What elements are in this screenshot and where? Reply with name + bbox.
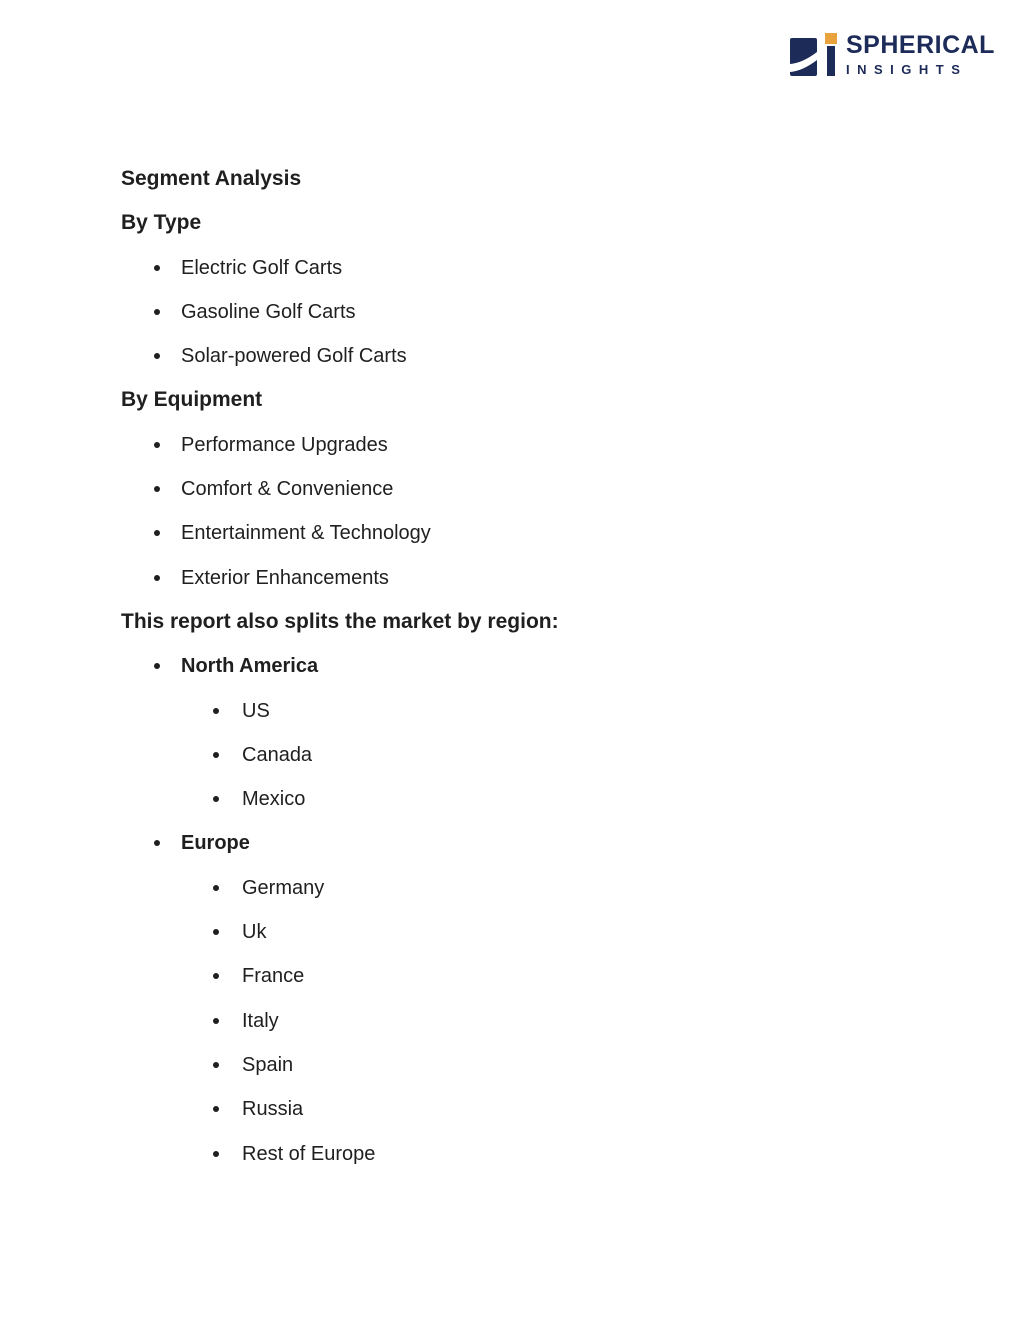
logo-brand-name: SPHERICAL: [846, 31, 995, 59]
bullet-dot: [154, 442, 160, 448]
bullet-text: Germany: [242, 876, 325, 899]
bullet-item: [121, 1008, 941, 1034]
bullet-dot: [213, 929, 219, 935]
section-heading: [121, 210, 941, 236]
bullet-dot: [213, 973, 219, 979]
bullet-text: North America: [181, 655, 319, 678]
bullet-text: Italy: [242, 1009, 279, 1032]
bullet-dot: [213, 752, 219, 758]
bullet-item: [121, 919, 941, 945]
bullet-item: [121, 1141, 941, 1167]
bullet-text: Solar-powered Golf Carts: [181, 345, 407, 368]
bullet-item: [121, 1052, 941, 1078]
bullet-text: Rest of Europe: [242, 1142, 376, 1165]
bullet-text: Europe: [181, 832, 250, 855]
bullet-dot: [154, 265, 160, 271]
bullet-item: [121, 520, 941, 546]
bullet-item: [121, 830, 941, 856]
section-heading: [121, 387, 941, 413]
bullet-text: Comfort & Convenience: [181, 478, 394, 501]
heading-text: By Type: [121, 211, 202, 235]
bullet-text: US: [242, 699, 270, 722]
bullet-item: [121, 786, 941, 812]
bullet-item: [121, 698, 941, 724]
bullet-text: Performance Upgrades: [181, 433, 388, 456]
bullet-item: [121, 343, 941, 369]
logo-text: [846, 33, 995, 76]
bullet-text: Spain: [242, 1053, 294, 1076]
bullet-text: Exterior Enhancements: [181, 566, 389, 589]
bullet-dot: [213, 885, 219, 891]
bullet-item: [121, 742, 941, 768]
bullet-item: [121, 299, 941, 325]
bullet-item: [121, 565, 941, 591]
bullet-dot: [213, 1106, 219, 1112]
bullet-dot: [154, 663, 160, 669]
bullet-dot: [213, 708, 219, 714]
bullet-item: [121, 963, 941, 989]
spherical-insights-logo: [790, 33, 995, 76]
heading-text: Segment Analysis: [121, 167, 302, 190]
heading-text: This report also splits the market by region:: [121, 609, 559, 633]
bullet-text: Gasoline Golf Carts: [181, 300, 356, 323]
bullet-item: [121, 255, 941, 281]
bullet-text: Russia: [242, 1098, 304, 1121]
bullet-text: Entertainment & Technology: [181, 522, 431, 545]
section-heading: [121, 609, 941, 635]
document-body: [121, 166, 941, 1185]
bullet-dot: [154, 575, 160, 581]
bullet-dot: [213, 1018, 219, 1024]
bullet-dot: [213, 796, 219, 802]
bullet-dot: [213, 1151, 219, 1157]
bullet-item: [121, 476, 941, 502]
bullet-dot: [213, 1062, 219, 1068]
bullet-dot: [154, 840, 160, 846]
bullet-item: [121, 653, 941, 679]
bullet-text: Uk: [242, 921, 267, 944]
logo-brand-subtitle: INSIGHTS: [846, 62, 968, 77]
bullet-text: France: [242, 965, 305, 988]
bullet-text: Mexico: [242, 788, 306, 811]
bullet-text: Canada: [242, 743, 313, 766]
heading-text: By Equipment: [121, 388, 263, 412]
bullet-dot: [154, 309, 160, 315]
bullet-dot: [154, 486, 160, 492]
bullet-dot: [154, 530, 160, 536]
section-heading: [121, 166, 941, 192]
bullet-item: [121, 432, 941, 458]
bullet-item: [121, 1096, 941, 1122]
bullet-dot: [154, 353, 160, 359]
bullet-item: [121, 875, 941, 901]
logo-mark-icon: [790, 33, 837, 76]
bullet-text: Electric Golf Carts: [181, 256, 343, 279]
